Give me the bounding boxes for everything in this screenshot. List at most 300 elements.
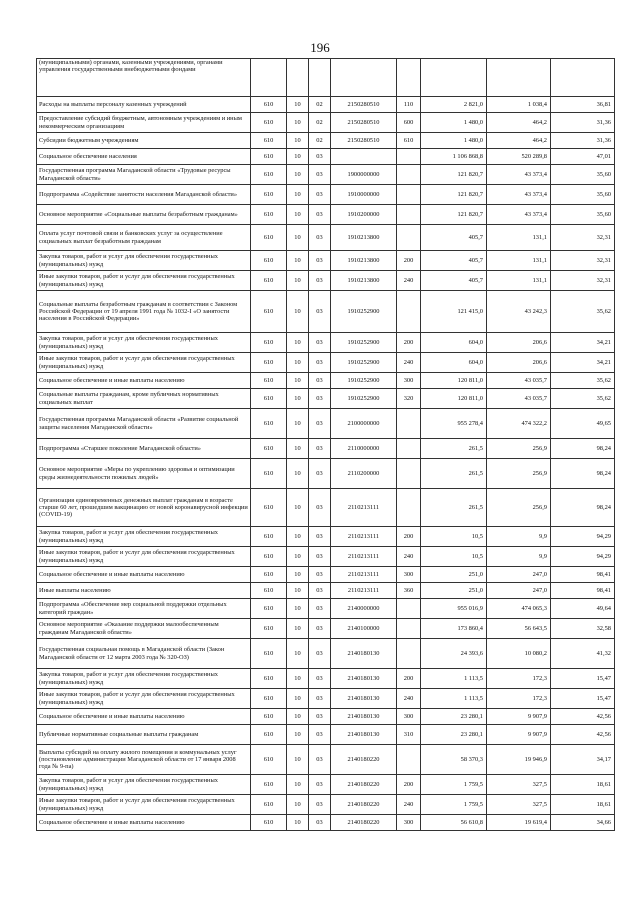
row-percent: 15,47	[551, 689, 615, 709]
row-subsection: 03	[309, 689, 331, 709]
row-plan: 261,5	[421, 459, 487, 489]
row-actual: 9 907,9	[487, 709, 551, 725]
row-admin-code: 610	[251, 567, 287, 583]
row-subsection: 03	[309, 639, 331, 669]
row-subsection: 02	[309, 97, 331, 113]
row-subsection: 03	[309, 745, 331, 775]
row-percent: 35,60	[551, 205, 615, 225]
row-admin-code: 610	[251, 775, 287, 795]
row-plan: 10,5	[421, 547, 487, 567]
row-actual: 172,3	[487, 669, 551, 689]
row-admin-code: 610	[251, 795, 287, 815]
row-expense-type	[397, 59, 421, 97]
row-target-code	[331, 149, 397, 165]
row-plan: 955 016,9	[421, 599, 487, 619]
row-expense-type: 300	[397, 815, 421, 831]
row-subsection: 03	[309, 489, 331, 527]
row-admin-code: 610	[251, 639, 287, 669]
row-subsection: 02	[309, 113, 331, 133]
row-target-code: 2100000000	[331, 409, 397, 439]
row-name: Социальное обеспечение и иные выплаты населению	[37, 373, 251, 389]
row-section: 10	[287, 389, 309, 409]
row-percent: 94,29	[551, 547, 615, 567]
row-actual: 43 373,4	[487, 165, 551, 185]
row-section: 10	[287, 669, 309, 689]
row-admin-code: 610	[251, 527, 287, 547]
row-admin-code: 610	[251, 669, 287, 689]
row-percent: 49,65	[551, 409, 615, 439]
row-expense-type: 240	[397, 353, 421, 373]
page-number: 196	[310, 40, 330, 55]
table-row	[37, 527, 615, 547]
row-target-code: 2110213111	[331, 527, 397, 547]
row-admin-code: 610	[251, 459, 287, 489]
row-subsection: 03	[309, 165, 331, 185]
row-expense-type: 600	[397, 113, 421, 133]
table-row	[37, 775, 615, 795]
row-percent: 49,64	[551, 599, 615, 619]
row-target-code: 2140100000	[331, 619, 397, 639]
row-percent: 32,31	[551, 251, 615, 271]
row-target-code: 2140180130	[331, 709, 397, 725]
row-expense-type	[397, 639, 421, 669]
row-expense-type: 200	[397, 775, 421, 795]
row-actual: 327,5	[487, 795, 551, 815]
row-target-code	[331, 59, 397, 97]
row-name: Иные закупки товаров, работ и услуг для обеспечения государственных (муниципальных) нужд	[37, 689, 251, 709]
row-admin-code: 610	[251, 97, 287, 113]
row-percent: 35,60	[551, 165, 615, 185]
row-percent: 35,62	[551, 373, 615, 389]
row-admin-code: 610	[251, 389, 287, 409]
row-actual: 131,1	[487, 225, 551, 251]
table-row	[37, 149, 615, 165]
row-admin-code: 610	[251, 815, 287, 831]
row-admin-code: 610	[251, 149, 287, 165]
row-subsection: 03	[309, 205, 331, 225]
row-actual: 256,9	[487, 489, 551, 527]
row-section: 10	[287, 599, 309, 619]
row-target-code: 2150280510	[331, 133, 397, 149]
row-subsection: 03	[309, 389, 331, 409]
row-percent: 18,61	[551, 775, 615, 795]
row-expense-type	[397, 149, 421, 165]
table-row	[37, 709, 615, 725]
row-name: Государственная программа Магаданской области «Трудовые ресурсы Магаданской области»	[37, 165, 251, 185]
table-row	[37, 689, 615, 709]
row-subsection: 03	[309, 459, 331, 489]
row-admin-code: 610	[251, 133, 287, 149]
row-name: Организация единовременных денежных выплат гражданам в возрасте старше 60 лет, прошедшим вакцинацию от новой коронавирусной инфекции (COVID-19)	[37, 489, 251, 527]
table-row	[37, 795, 615, 815]
row-section	[287, 59, 309, 97]
row-percent: 35,62	[551, 291, 615, 333]
table-row	[37, 333, 615, 353]
row-actual: 43 373,4	[487, 205, 551, 225]
row-percent: 42,56	[551, 709, 615, 725]
row-admin-code: 610	[251, 333, 287, 353]
row-admin-code: 610	[251, 225, 287, 251]
row-admin-code: 610	[251, 409, 287, 439]
row-target-code: 2110213111	[331, 583, 397, 599]
row-expense-type: 240	[397, 271, 421, 291]
row-actual	[487, 59, 551, 97]
row-plan: 10,5	[421, 527, 487, 547]
row-section: 10	[287, 547, 309, 567]
row-target-code: 1910252900	[331, 389, 397, 409]
row-plan: 261,5	[421, 439, 487, 459]
row-percent: 32,58	[551, 619, 615, 639]
row-name: Иные выплаты населению	[37, 583, 251, 599]
row-target-code: 1910213800	[331, 251, 397, 271]
row-percent: 98,41	[551, 583, 615, 599]
row-section: 10	[287, 489, 309, 527]
row-section: 10	[287, 775, 309, 795]
row-percent: 34,21	[551, 353, 615, 373]
row-expense-type	[397, 409, 421, 439]
row-percent: 47,01	[551, 149, 615, 165]
row-subsection: 03	[309, 271, 331, 291]
row-percent: 34,17	[551, 745, 615, 775]
table-row	[37, 225, 615, 251]
row-name: Субсидии бюджетным учреждениям	[37, 133, 251, 149]
table-row	[37, 373, 615, 389]
row-expense-type: 610	[397, 133, 421, 149]
row-name: Иные закупки товаров, работ и услуг для обеспечения государственных (муниципальных) нужд	[37, 795, 251, 815]
row-subsection: 03	[309, 567, 331, 583]
row-section: 10	[287, 745, 309, 775]
table-row	[37, 185, 615, 205]
row-actual: 131,1	[487, 271, 551, 291]
row-expense-type	[397, 165, 421, 185]
row-subsection: 03	[309, 775, 331, 795]
table-row	[37, 669, 615, 689]
row-subsection: 03	[309, 795, 331, 815]
row-plan: 173 860,4	[421, 619, 487, 639]
row-section: 10	[287, 185, 309, 205]
row-expense-type: 110	[397, 97, 421, 113]
row-expense-type: 300	[397, 709, 421, 725]
row-section: 10	[287, 725, 309, 745]
row-actual: 206,6	[487, 333, 551, 353]
row-name: Государственная социальная помощь в Магаданской области (Закон Магаданской области от 12 марта 2003 года № 320-ОЗ)	[37, 639, 251, 669]
row-plan: 24 393,6	[421, 639, 487, 669]
row-subsection: 03	[309, 709, 331, 725]
row-plan: 1 759,5	[421, 775, 487, 795]
row-plan: 23 280,1	[421, 709, 487, 725]
row-actual: 464,2	[487, 113, 551, 133]
row-percent: 32,31	[551, 271, 615, 291]
row-percent: 98,24	[551, 439, 615, 459]
table-row	[37, 639, 615, 669]
table-row	[37, 489, 615, 527]
row-section: 10	[287, 439, 309, 459]
row-expense-type: 200	[397, 669, 421, 689]
row-target-code: 2140180130	[331, 639, 397, 669]
row-plan: 405,7	[421, 225, 487, 251]
row-actual: 43 035,7	[487, 373, 551, 389]
row-subsection: 03	[309, 619, 331, 639]
row-name: Расходы на выплаты персоналу казенных учреждений	[37, 97, 251, 113]
row-name: Государственная программа Магаданской области «Развитие социальной защиты населения Магаданской области»	[37, 409, 251, 439]
row-target-code: 2110000000	[331, 439, 397, 459]
row-expense-type	[397, 489, 421, 527]
row-section: 10	[287, 271, 309, 291]
row-name: Подпрограмма «Содействие занятости населения Магаданской области»	[37, 185, 251, 205]
row-expense-type	[397, 745, 421, 775]
row-name: Иные закупки товаров, работ и услуг для обеспечения государственных (муниципальных) нужд	[37, 271, 251, 291]
row-percent: 42,56	[551, 725, 615, 745]
row-target-code: 2140180130	[331, 725, 397, 745]
row-admin-code: 610	[251, 599, 287, 619]
row-target-code: 2140180220	[331, 775, 397, 795]
table-row	[37, 113, 615, 133]
table-row	[37, 567, 615, 583]
row-admin-code: 610	[251, 725, 287, 745]
row-subsection: 03	[309, 353, 331, 373]
row-admin-code: 610	[251, 205, 287, 225]
row-expense-type	[397, 439, 421, 459]
row-target-code: 2140000000	[331, 599, 397, 619]
row-section: 10	[287, 689, 309, 709]
table-row	[37, 725, 615, 745]
row-subsection: 03	[309, 251, 331, 271]
table-row	[37, 165, 615, 185]
row-section: 10	[287, 815, 309, 831]
row-plan	[421, 59, 487, 97]
row-target-code: 1910200000	[331, 205, 397, 225]
row-target-code: 2150280510	[331, 113, 397, 133]
row-section: 10	[287, 149, 309, 165]
row-name: Публичные нормативные социальные выплаты гражданам	[37, 725, 251, 745]
row-subsection: 03	[309, 333, 331, 353]
row-section: 10	[287, 409, 309, 439]
row-name: Подпрограмма «Старшее поколение Магаданской области»	[37, 439, 251, 459]
row-plan: 405,7	[421, 251, 487, 271]
row-percent: 15,47	[551, 669, 615, 689]
row-name: Основное мероприятие «Меры по укреплению здоровья и оптимизации среды жизнедеятельности пожилых людей»	[37, 459, 251, 489]
row-expense-type	[397, 619, 421, 639]
row-actual: 131,1	[487, 251, 551, 271]
row-subsection: 03	[309, 547, 331, 567]
row-expense-type: 200	[397, 527, 421, 547]
row-target-code: 2140180220	[331, 795, 397, 815]
row-subsection: 03	[309, 527, 331, 547]
row-name: Социальное обеспечение населения	[37, 149, 251, 165]
row-plan: 58 370,3	[421, 745, 487, 775]
row-section: 10	[287, 619, 309, 639]
row-plan: 955 278,4	[421, 409, 487, 439]
row-percent: 32,31	[551, 225, 615, 251]
row-expense-type: 300	[397, 373, 421, 389]
row-admin-code: 610	[251, 185, 287, 205]
row-section: 10	[287, 113, 309, 133]
row-percent: 34,21	[551, 333, 615, 353]
row-section: 10	[287, 459, 309, 489]
row-target-code: 1910213800	[331, 271, 397, 291]
row-expense-type: 240	[397, 547, 421, 567]
row-section: 10	[287, 527, 309, 547]
row-subsection: 03	[309, 725, 331, 745]
table-row	[37, 599, 615, 619]
row-plan: 121 820,7	[421, 205, 487, 225]
row-actual: 19 619,4	[487, 815, 551, 831]
row-plan: 1 480,0	[421, 113, 487, 133]
row-name: Закупка товаров, работ и услуг для обеспечения государственных (муниципальных) нужд	[37, 333, 251, 353]
row-subsection: 03	[309, 439, 331, 459]
row-target-code: 2140180220	[331, 745, 397, 775]
row-plan: 2 821,0	[421, 97, 487, 113]
row-percent	[551, 59, 615, 97]
row-target-code: 1910252900	[331, 373, 397, 389]
row-expense-type: 200	[397, 333, 421, 353]
row-section: 10	[287, 353, 309, 373]
row-expense-type	[397, 185, 421, 205]
row-percent: 18,61	[551, 795, 615, 815]
row-name: Социальное обеспечение и иные выплаты населению	[37, 815, 251, 831]
row-actual: 1 038,4	[487, 97, 551, 113]
row-plan: 121 415,0	[421, 291, 487, 333]
table-row	[37, 389, 615, 409]
row-name: Подпрограмма «Обеспечение мер социальной поддержки отдельных категорий граждан»	[37, 599, 251, 619]
row-plan: 121 820,7	[421, 165, 487, 185]
row-actual: 9,9	[487, 527, 551, 547]
row-section: 10	[287, 709, 309, 725]
row-target-code: 2140180130	[331, 669, 397, 689]
row-expense-type: 200	[397, 251, 421, 271]
row-subsection: 03	[309, 149, 331, 165]
row-actual: 247,0	[487, 567, 551, 583]
row-target-code: 2110213111	[331, 567, 397, 583]
row-plan: 604,0	[421, 353, 487, 373]
row-plan: 251,0	[421, 583, 487, 599]
row-admin-code: 610	[251, 489, 287, 527]
row-percent: 31,36	[551, 133, 615, 149]
row-target-code: 2110213111	[331, 489, 397, 527]
row-actual: 256,9	[487, 439, 551, 459]
row-plan: 261,5	[421, 489, 487, 527]
row-expense-type: 360	[397, 583, 421, 599]
table-row	[37, 815, 615, 831]
row-name: Иные закупки товаров, работ и услуг для обеспечения государственных (муниципальных) нужд	[37, 353, 251, 373]
row-target-code: 2140180220	[331, 815, 397, 831]
row-plan: 251,0	[421, 567, 487, 583]
row-admin-code: 610	[251, 709, 287, 725]
row-admin-code: 610	[251, 583, 287, 599]
row-actual: 327,5	[487, 775, 551, 795]
row-actual: 19 946,9	[487, 745, 551, 775]
row-plan: 1 106 868,8	[421, 149, 487, 165]
row-admin-code: 610	[251, 353, 287, 373]
row-name: Социальное обеспечение и иные выплаты населению	[37, 567, 251, 583]
table-row	[37, 619, 615, 639]
table-row	[37, 583, 615, 599]
row-section: 10	[287, 225, 309, 251]
row-actual: 43 242,3	[487, 291, 551, 333]
table-row	[37, 271, 615, 291]
row-expense-type	[397, 291, 421, 333]
row-actual: 206,6	[487, 353, 551, 373]
row-target-code: 1910000000	[331, 185, 397, 205]
row-admin-code: 610	[251, 619, 287, 639]
table-row	[37, 547, 615, 567]
table-row	[37, 439, 615, 459]
row-section: 10	[287, 97, 309, 113]
row-subsection: 03	[309, 669, 331, 689]
row-plan: 120 811,0	[421, 373, 487, 389]
row-percent: 98,24	[551, 459, 615, 489]
row-section: 10	[287, 205, 309, 225]
row-admin-code: 610	[251, 251, 287, 271]
row-admin-code: 610	[251, 271, 287, 291]
row-subsection: 03	[309, 583, 331, 599]
row-name: Закупка товаров, работ и услуг для обеспечения государственных (муниципальных) нужд	[37, 527, 251, 547]
table-row	[37, 59, 615, 97]
row-target-code: 1910252900	[331, 353, 397, 373]
row-actual: 56 643,5	[487, 619, 551, 639]
row-admin-code: 610	[251, 373, 287, 389]
row-target-code: 2110213111	[331, 547, 397, 567]
row-actual: 10 080,2	[487, 639, 551, 669]
table-row	[37, 459, 615, 489]
row-subsection: 03	[309, 599, 331, 619]
row-actual: 464,2	[487, 133, 551, 149]
row-name: Социальное обеспечение и иные выплаты населению	[37, 709, 251, 725]
row-section: 10	[287, 291, 309, 333]
row-target-code: 1910252900	[331, 291, 397, 333]
row-target-code: 2140180130	[331, 689, 397, 709]
row-expense-type	[397, 459, 421, 489]
row-plan: 1 113,5	[421, 669, 487, 689]
table-row	[37, 251, 615, 271]
row-expense-type: 240	[397, 689, 421, 709]
row-percent: 98,24	[551, 489, 615, 527]
row-percent: 98,41	[551, 567, 615, 583]
row-actual: 43 373,4	[487, 185, 551, 205]
row-percent: 35,62	[551, 389, 615, 409]
row-subsection: 03	[309, 409, 331, 439]
row-name: Иные закупки товаров, работ и услуг для обеспечения государственных (муниципальных) нужд	[37, 547, 251, 567]
row-expense-type	[397, 225, 421, 251]
table-row	[37, 745, 615, 775]
row-percent: 36,81	[551, 97, 615, 113]
row-section: 10	[287, 373, 309, 389]
row-percent: 41,32	[551, 639, 615, 669]
row-subsection: 03	[309, 225, 331, 251]
row-actual: 43 035,7	[487, 389, 551, 409]
row-admin-code: 610	[251, 745, 287, 775]
table-row	[37, 97, 615, 113]
row-name: Основное мероприятие «Оказание поддержки малообеспеченным гражданам Магаданской области»	[37, 619, 251, 639]
row-actual: 474 322,2	[487, 409, 551, 439]
row-admin-code	[251, 59, 287, 97]
row-plan: 56 610,8	[421, 815, 487, 831]
row-section: 10	[287, 333, 309, 353]
row-subsection: 03	[309, 185, 331, 205]
row-section: 10	[287, 133, 309, 149]
row-subsection: 03	[309, 373, 331, 389]
row-expense-type: 320	[397, 389, 421, 409]
row-name: (муниципальными) органами, казенными учреждениями, органами управления государственными внебюджетными фондами	[37, 59, 251, 97]
row-name: Закупка товаров, работ и услуг для обеспечения государственных (муниципальных) нужд	[37, 775, 251, 795]
row-plan: 1 759,5	[421, 795, 487, 815]
row-admin-code: 610	[251, 547, 287, 567]
row-target-code: 1900000000	[331, 165, 397, 185]
row-actual: 9 907,9	[487, 725, 551, 745]
row-expense-type	[397, 599, 421, 619]
row-name: Закупка товаров, работ и услуг для обеспечения государственных (муниципальных) нужд	[37, 251, 251, 271]
row-expense-type: 300	[397, 567, 421, 583]
